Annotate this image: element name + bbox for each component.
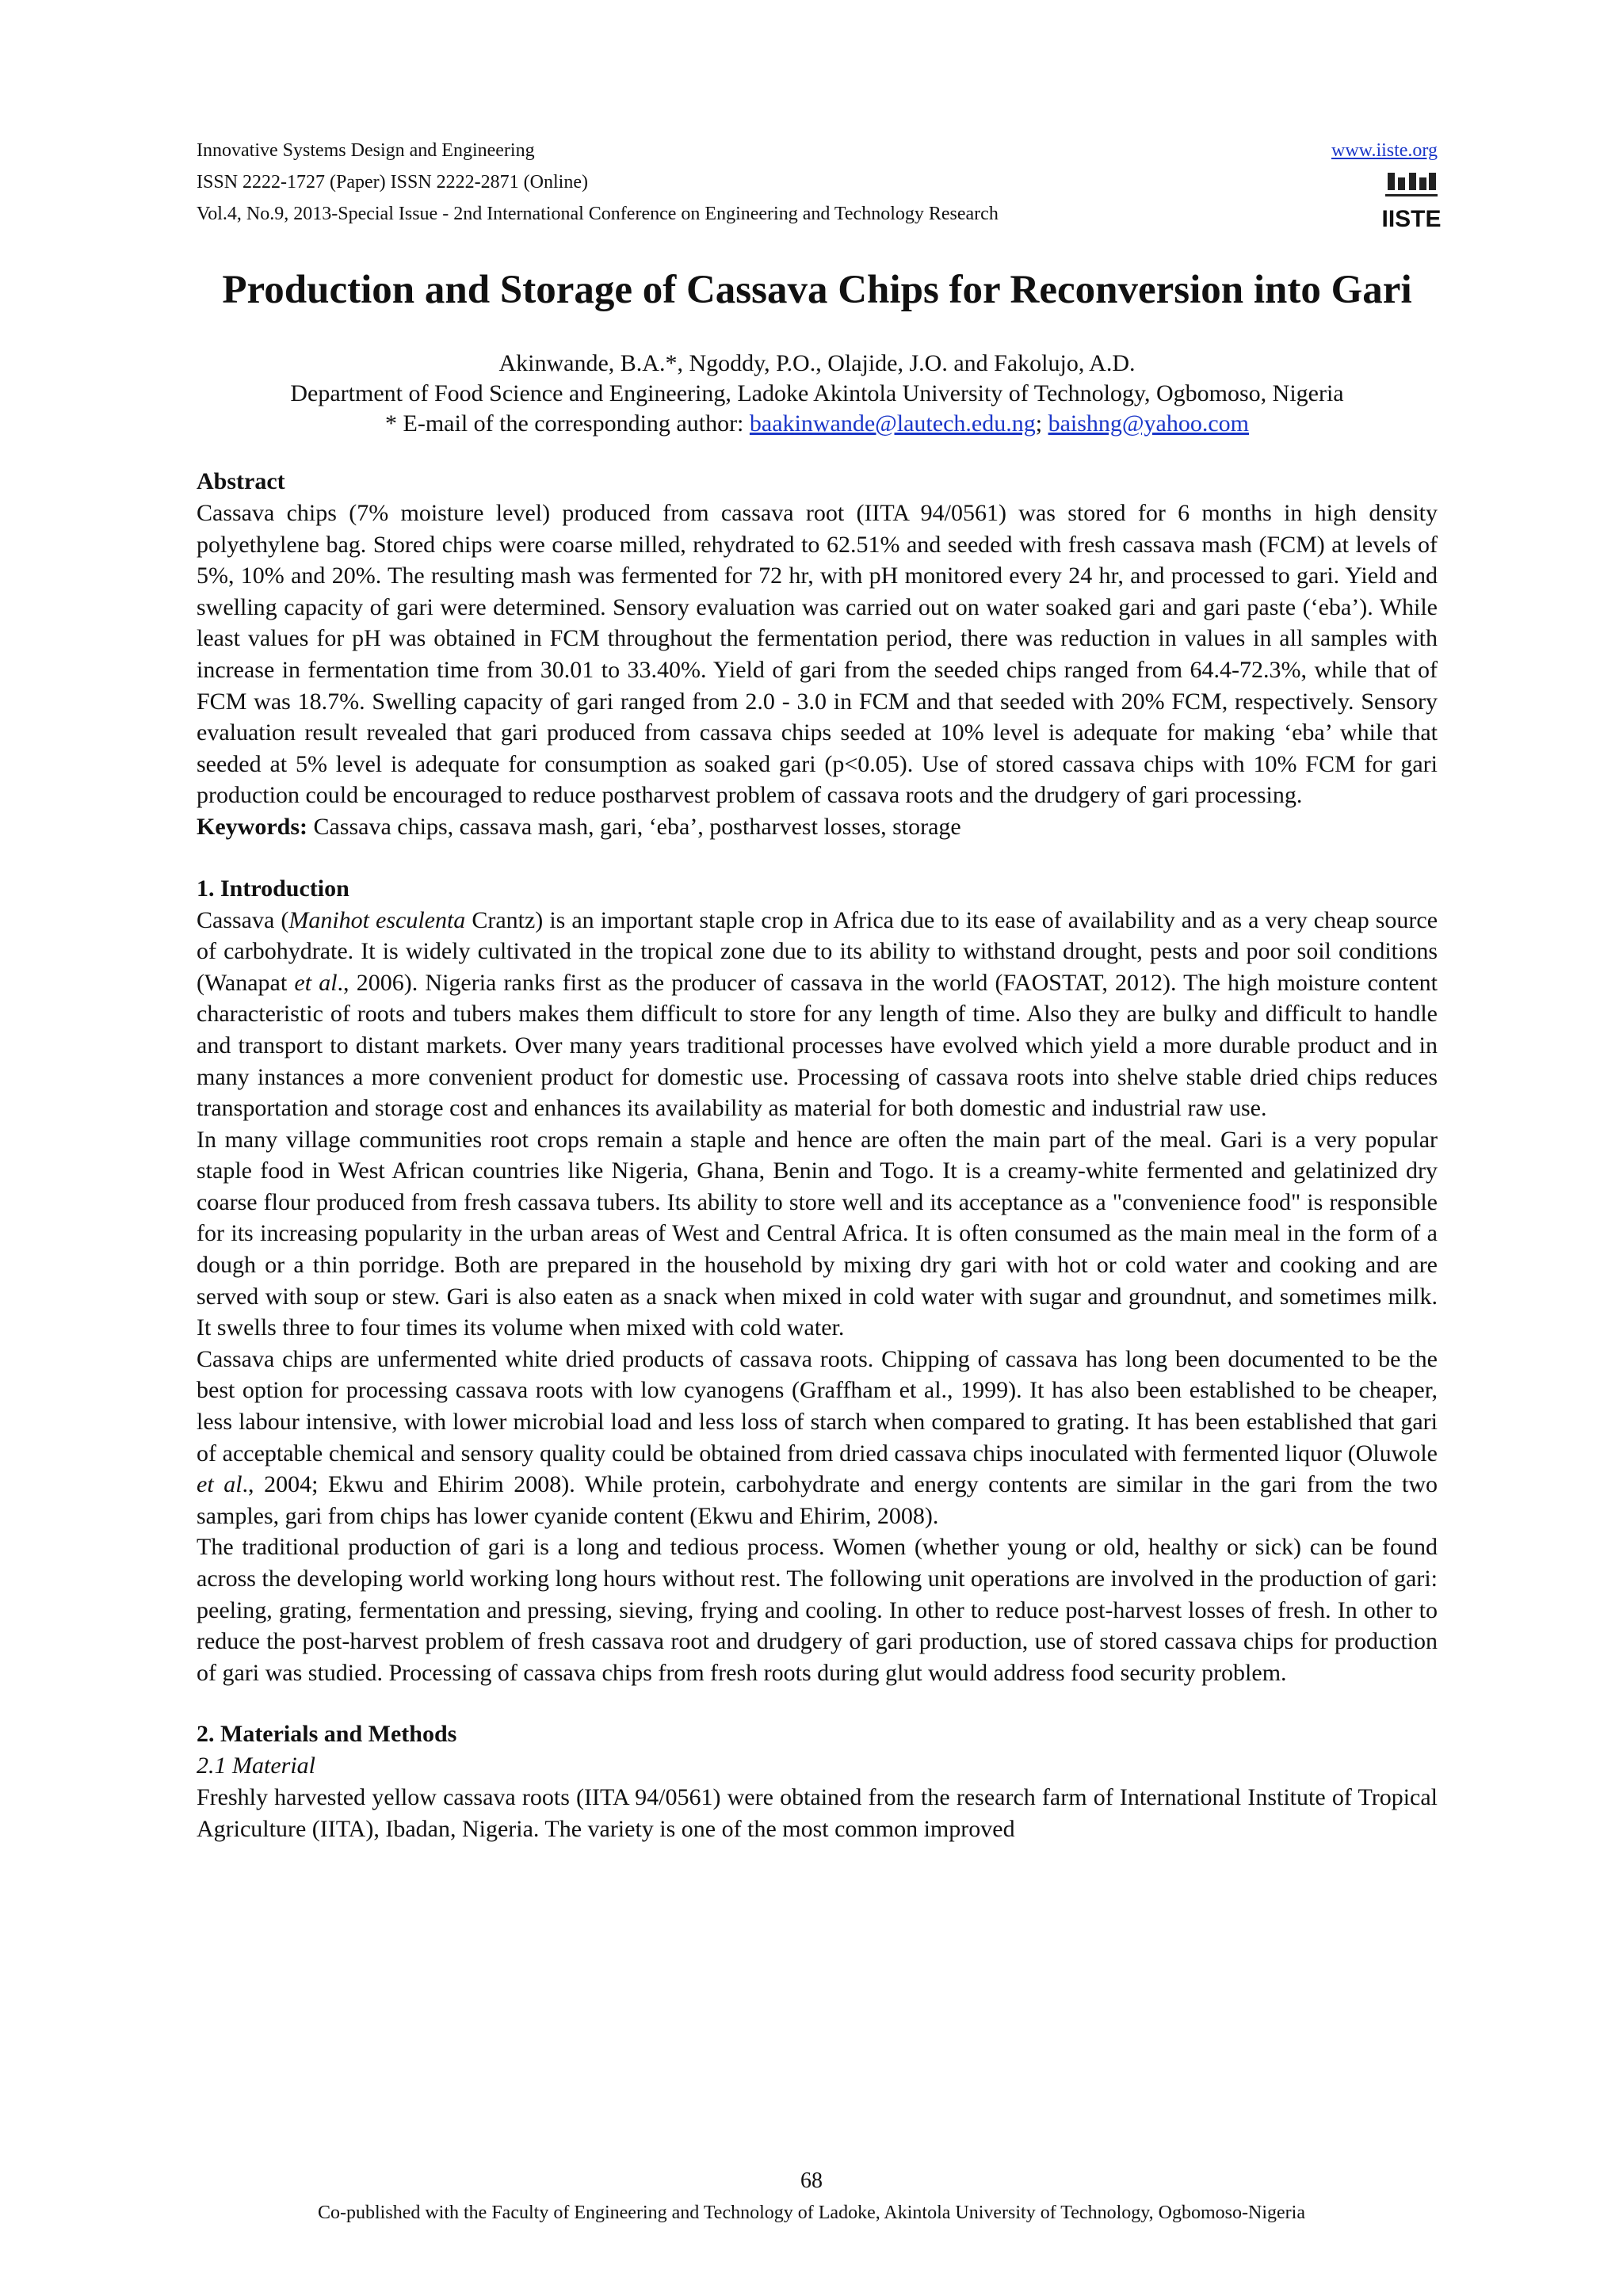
methods-heading: 2. Materials and Methods <box>197 1721 457 1748</box>
author-block <box>197 349 1438 439</box>
paper-page <box>197 135 1442 1845</box>
material-paragraph: Freshly harvested yellow cassava roots (IITA 94/0561) were obtained from the research farm of International Institute of Tropical Agriculture (IITA), Ibadan, Nigeria. The variety is one of the most common improved <box>197 1784 1438 1842</box>
affiliation: Department of Food Science and Engineering, Ladoke Akintola University of Technology, Ogbomoso, Nigeria <box>290 380 1344 406</box>
email-separator: ; <box>1035 410 1048 437</box>
journal-issn: ISSN 2222-1727 (Paper) ISSN 2222-2871 (Online) <box>197 172 588 193</box>
keywords-label: Keywords: <box>197 813 307 840</box>
journal-header <box>197 135 1442 232</box>
copublished-note: Co-published with the Faculty of Engineering and Technology of Ladoke, Akintola University of Technology, Ogbomoso-Nigeria <box>318 2203 1305 2223</box>
keywords-text: Cassava chips, cassava mash, gari, ‘eba’, postharvest losses, storage <box>307 813 961 840</box>
page-number: 68 <box>800 2168 823 2193</box>
abstract-text: Cassava chips (7% moisture level) produced from cassava root (IITA 94/0561) was stored for 6 months in high density polyethylene bag. Stored chips were coarse milled, rehydrated to 62.51% and seeded with fresh cassava mash (FCM) at levels of 5%, 10% and 20%. The resulting mash was fermented for 72 hr, with pH monitored every 24 hr, and processed to gari. Yield and swelling capacity of gari were determined. Sensory evaluation was carried out on water soaked gari and gari paste (‘eba’). While least values for pH was obtained in FCM throughout the fermentation period, there was reduction in values in all samples with increase in fermentation time from 30.01 to 33.40%. Yield of gari from the seeded chips ranged from 64.4-72.3%, while that of FCM was 18.7%. Swelling capacity of gari ranged from 2.0 - 3.0 in FCM and that seeded with 20% FCM, respectively. Sensory evaluation result revealed that gari produced from cassava chips seeded at 10% level is adequate for making ‘eba’ while that seeded at 5% level is adequate for consumption as soaked gari (p<0.05). Use of stored cassava chips with 10% FCM for gari production could be encouraged to reduce postharvest problem of cassava roots and the drudgery of gari processing. <box>197 500 1438 809</box>
et-al: et al <box>294 969 338 996</box>
material-subheading: 2.1 Material <box>197 1753 315 1779</box>
intro-paragraph-1 <box>197 905 1438 1124</box>
intro-p3-text-b: ., 2004; Ekwu and Ehirim 2008). While protein, carbohydrate and energy contents are similar in the gari from the two samples, gari from chips has lower cyanide content (Ekwu and Ehirim, 2008). <box>197 1471 1438 1529</box>
email-prefix: * E-mail of the corresponding author: <box>385 410 750 437</box>
introduction-section <box>197 873 1438 1689</box>
page-footer <box>0 2165 1623 2229</box>
methods-section <box>197 1718 1438 1844</box>
intro-p1-text-b: Crantz) is an important staple crop in Africa due to its ease of availability and as a very cheap source of carbohydrate. It is widely cultivated in the tropical zone due to its ability to withstand drought, pests and poor soil conditions (Wanapat <box>197 906 1438 996</box>
species-name: Manihot esculenta <box>288 906 466 933</box>
logo-text: IISTE <box>1381 206 1442 232</box>
intro-p1-text-c: ., 2006). Nigeria ranks first as the producer of cassava in the world (FAOSTAT, 2012). The high moisture content characteristic of roots and tubers makes them difficult to store for any length of time. Also they are bulky and difficult to handle and transport to distant markets. Over many years traditional processes have evolved which yield a more durable product and in many instances a more convenient product for domestic use. Processing of cassava roots into shelve stable dried chips reduces transportation and storage cost and enhances its availability as material for both domestic and industrial raw use. <box>197 969 1438 1122</box>
intro-p1-text-a: Cassava ( <box>197 906 289 933</box>
et-al: et al <box>197 1471 242 1498</box>
iiste-logo-icon <box>1381 171 1442 232</box>
journal-volume: Vol.4, No.9, 2013-Special Issue - 2nd International Conference on Engineering and Technology Research <box>197 204 999 224</box>
intro-paragraph-4: The traditional production of gari is a long and tedious process. Women (whether young or old, healthy or sick) can be found across the developing world working long hours without rest. The following unit operations are involved in the production of gari: peeling, grating, fermentation and pressing, sieving, frying and cooling. In other to reduce post-harvest losses of fresh. In other to reduce the post-harvest problem of fresh cassava root and drudgery of gari production, use of stored cassava chips for production of gari was studied. Processing of cassava chips from fresh roots during glut would address food security problem. <box>197 1534 1438 1686</box>
website-link[interactable]: www.iiste.org <box>1331 140 1438 161</box>
keywords-line <box>197 811 1438 843</box>
abstract-section <box>197 466 1438 843</box>
introduction-heading: 1. Introduction <box>197 875 349 902</box>
intro-p3-text-a: Cassava chips are unfermented white dried products of cassava roots. Chipping of cassava has long been documented to be the best option for processing cassava roots with low cyanogens (Graffham et al., 1999). It has also been established to be cheaper, less labour intensive, with lower microbial load and less loss of starch when compared to grating. It has been established that gari of acceptable chemical and sensory quality could be obtained from dried cassava chips inoculated with fermented liquor (Oluwole <box>197 1345 1438 1466</box>
author-list: Akinwande, B.A.*, Ngoddy, P.O., Olajide, J.O. and Fakolujo, A.D. <box>498 350 1136 376</box>
intro-paragraph-2: In many village communities root crops remain a staple and hence are often the main part of the meal. Gari is a very popular staple food in West African countries like Nigeria, Ghana, Benin and Togo. It is a creamy-white fermented and gelatinized dry coarse flour produced from fresh cassava tubers. Its ability to store well and its acceptance as a "convenience food" is responsible for its increasing popularity in the urban areas of West and Central Africa. It is often consumed as the main meal in the form of a dough or a thin porridge. Both are prepared in the household by mixing dry gari with hot or cold water and cooking and are served with soup or stew. Gari is also eaten as a snack when mixed in cold water with sugar and groundnut, and sometimes milk. It swells three to four times its volume when mixed with cold water. <box>197 1126 1438 1341</box>
email-link-2[interactable]: baishng@yahoo.com <box>1048 410 1249 437</box>
intro-paragraph-3 <box>197 1344 1438 1532</box>
abstract-heading: Abstract <box>197 468 285 494</box>
journal-name: Innovative Systems Design and Engineering <box>197 140 535 161</box>
email-link-1[interactable]: baakinwande@lautech.edu.ng <box>749 410 1036 437</box>
email-line <box>197 409 1438 439</box>
paper-title: Production and Storage of Cassava Chips for Reconversion into Gari <box>222 268 1412 312</box>
